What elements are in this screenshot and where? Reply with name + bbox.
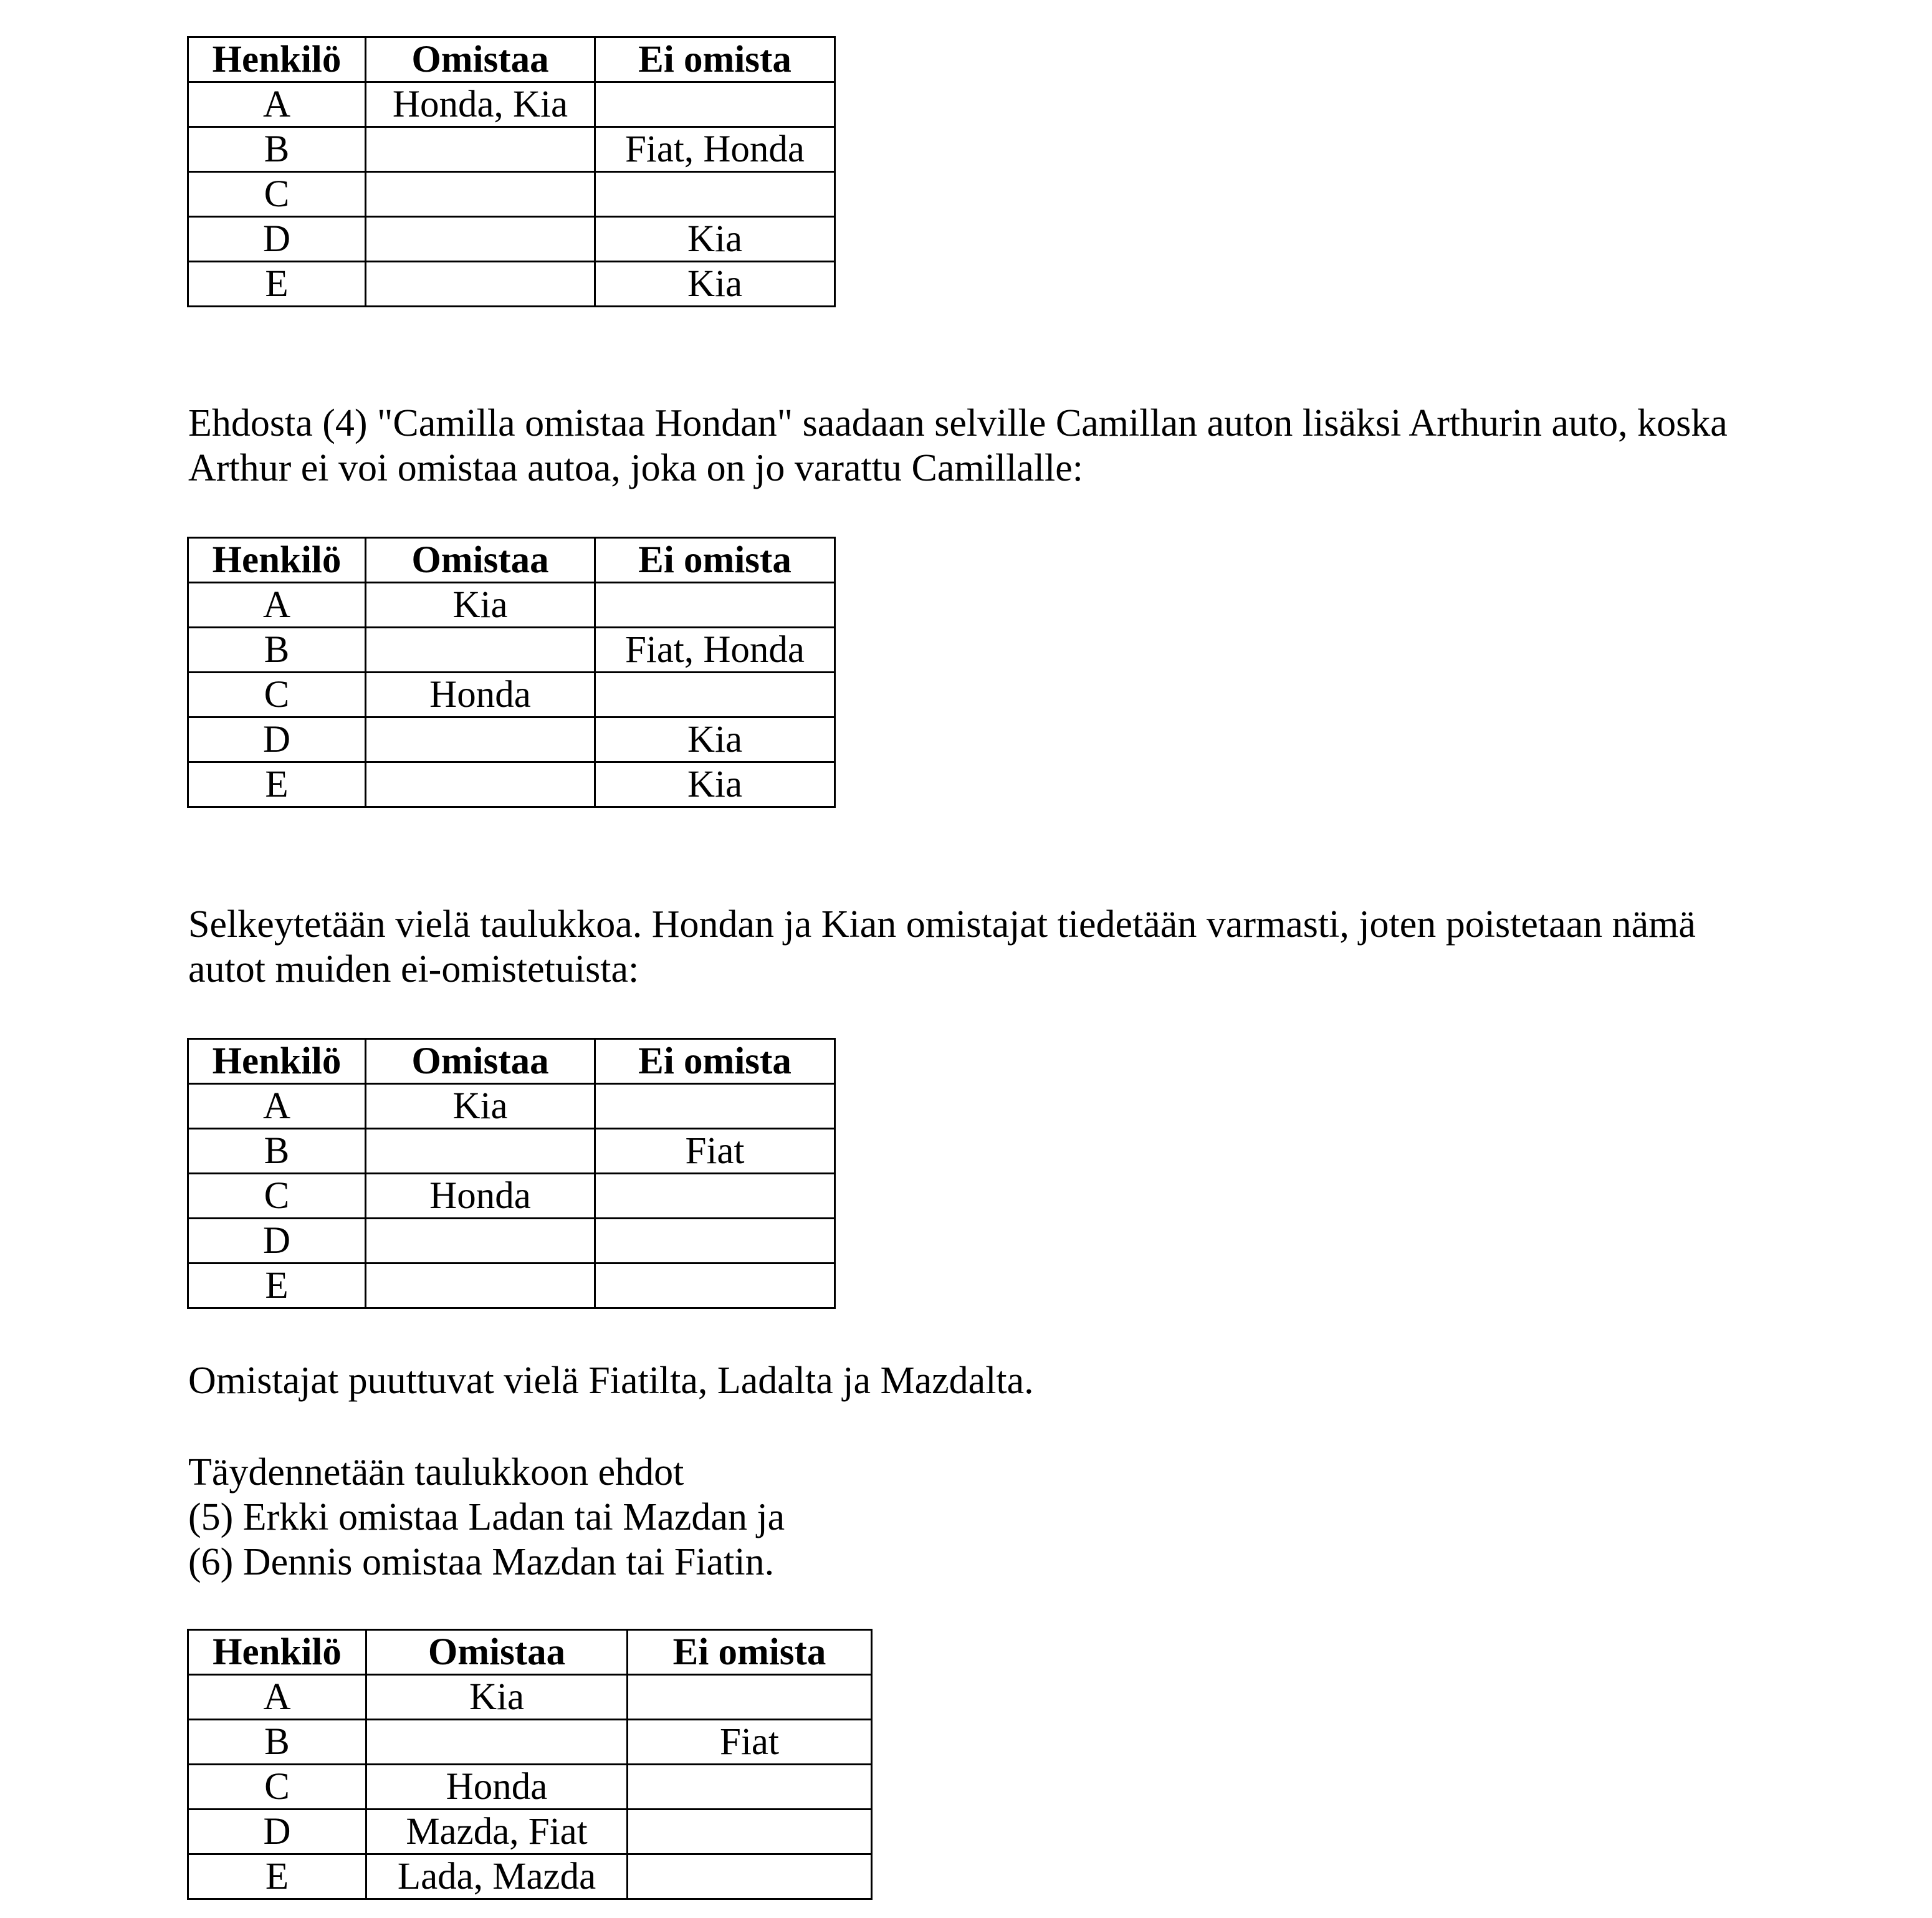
table-row bbox=[188, 1263, 835, 1308]
table-row bbox=[188, 1720, 872, 1765]
table-header-row bbox=[188, 1039, 835, 1084]
missing-owners-paragraph bbox=[188, 1358, 1034, 1403]
cell-owns bbox=[366, 127, 595, 172]
cell-owns: Kia bbox=[366, 583, 595, 628]
cell-person: A bbox=[188, 1084, 366, 1129]
cell-owns bbox=[366, 217, 595, 262]
table-row bbox=[188, 262, 835, 307]
table-row bbox=[188, 628, 835, 673]
table-row bbox=[188, 762, 835, 807]
paragraph-line: Täydennetään taulukkoon ehdot bbox=[188, 1451, 684, 1494]
cell-not-owns bbox=[628, 1765, 872, 1810]
cell-person: B bbox=[188, 1129, 366, 1174]
cell-not-owns bbox=[628, 1854, 872, 1899]
cell-not-owns bbox=[628, 1810, 872, 1854]
cell-person: E bbox=[188, 1854, 366, 1899]
cell-not-owns: Kia bbox=[595, 717, 835, 762]
table-row bbox=[188, 217, 835, 262]
cell-not-owns: Kia bbox=[595, 217, 835, 262]
cell-person: D bbox=[188, 717, 366, 762]
ownership-table-3 bbox=[187, 1038, 836, 1309]
header-owns: Omistaa bbox=[366, 1039, 595, 1084]
cell-person: A bbox=[188, 82, 366, 127]
cell-person: D bbox=[188, 1810, 366, 1854]
cell-owns bbox=[366, 762, 595, 807]
cell-owns: Kia bbox=[366, 1675, 628, 1720]
table-header-row bbox=[188, 1630, 872, 1675]
cell-owns bbox=[366, 262, 595, 307]
table-row bbox=[188, 1810, 872, 1854]
cell-owns: Mazda, Fiat bbox=[366, 1810, 628, 1854]
table-row bbox=[188, 1675, 872, 1720]
cell-owns: Honda, Kia bbox=[366, 82, 595, 127]
table-row bbox=[188, 1765, 872, 1810]
ownership-table-1 bbox=[187, 36, 836, 307]
cell-not-owns: Fiat, Honda bbox=[595, 628, 835, 673]
cell-not-owns: Kia bbox=[595, 262, 835, 307]
header-owns: Omistaa bbox=[366, 37, 595, 82]
header-not-owns: Ei omista bbox=[595, 538, 835, 583]
cell-owns bbox=[366, 1263, 595, 1308]
cell-person: C bbox=[188, 673, 366, 717]
cell-owns bbox=[366, 1720, 628, 1765]
cell-owns bbox=[366, 717, 595, 762]
cell-not-owns: Fiat, Honda bbox=[595, 127, 835, 172]
cell-not-owns: Fiat bbox=[595, 1129, 835, 1174]
paragraph-line: Omistajat puuttuvat vielä Fiatilta, Ladalta ja Mazdalta. bbox=[188, 1359, 1034, 1402]
cell-not-owns: Fiat bbox=[628, 1720, 872, 1765]
header-owns: Omistaa bbox=[366, 1630, 628, 1675]
conditions-paragraph bbox=[188, 1450, 785, 1585]
table-row bbox=[188, 717, 835, 762]
paragraph-line: Selkeytetään vielä taulukkoa. Hondan ja Kian omistajat tiedetään varmasti, joten poistetaan nämä bbox=[188, 903, 1696, 946]
cell-person: C bbox=[188, 1174, 366, 1219]
cell-not-owns bbox=[595, 1219, 835, 1263]
table-row bbox=[188, 82, 835, 127]
cell-owns: Honda bbox=[366, 1174, 595, 1219]
condition-5-line: (5) Erkki omistaa Ladan tai Mazdan ja bbox=[188, 1496, 785, 1538]
header-person: Henkilö bbox=[188, 538, 366, 583]
paragraph-line: autot muiden ei-omistetuista: bbox=[188, 948, 639, 990]
cell-person: A bbox=[188, 583, 366, 628]
cell-owns: Honda bbox=[366, 673, 595, 717]
cell-owns bbox=[366, 1129, 595, 1174]
cell-person: E bbox=[188, 1263, 366, 1308]
table-row bbox=[188, 127, 835, 172]
table-row bbox=[188, 1084, 835, 1129]
cell-person: D bbox=[188, 217, 366, 262]
explanation-paragraph-2 bbox=[188, 902, 1696, 992]
table-row bbox=[188, 1854, 872, 1899]
table-row bbox=[188, 1174, 835, 1219]
cell-person: C bbox=[188, 172, 366, 217]
explanation-paragraph-1 bbox=[188, 401, 1728, 491]
header-not-owns: Ei omista bbox=[595, 1039, 835, 1084]
cell-person: B bbox=[188, 1720, 366, 1765]
cell-not-owns bbox=[595, 1263, 835, 1308]
cell-not-owns bbox=[595, 583, 835, 628]
cell-person: D bbox=[188, 1219, 366, 1263]
header-not-owns: Ei omista bbox=[595, 37, 835, 82]
cell-owns: Kia bbox=[366, 1084, 595, 1129]
header-not-owns: Ei omista bbox=[628, 1630, 872, 1675]
cell-not-owns bbox=[595, 1084, 835, 1129]
header-person: Henkilö bbox=[188, 1630, 366, 1675]
cell-not-owns bbox=[595, 172, 835, 217]
cell-not-owns bbox=[628, 1675, 872, 1720]
header-person: Henkilö bbox=[188, 37, 366, 82]
cell-person: C bbox=[188, 1765, 366, 1810]
cell-person: B bbox=[188, 127, 366, 172]
cell-not-owns bbox=[595, 673, 835, 717]
ownership-table-4 bbox=[187, 1629, 873, 1900]
cell-owns bbox=[366, 628, 595, 673]
condition-6-line: (6) Dennis omistaa Mazdan tai Fiatin. bbox=[188, 1541, 775, 1583]
table-row bbox=[188, 1219, 835, 1263]
cell-person: A bbox=[188, 1675, 366, 1720]
cell-owns: Honda bbox=[366, 1765, 628, 1810]
paragraph-line: Arthur ei voi omistaa autoa, joka on jo varattu Camillalle: bbox=[188, 447, 1083, 489]
ownership-table-2 bbox=[187, 537, 836, 808]
cell-not-owns: Kia bbox=[595, 762, 835, 807]
cell-person: E bbox=[188, 262, 366, 307]
paragraph-line: Ehdosta (4) "Camilla omistaa Hondan" saadaan selville Camillan auton lisäksi Arthurin auto, koska bbox=[188, 402, 1728, 444]
table-header-row bbox=[188, 37, 835, 82]
table-row bbox=[188, 673, 835, 717]
table-row bbox=[188, 583, 835, 628]
cell-owns bbox=[366, 1219, 595, 1263]
cell-not-owns bbox=[595, 82, 835, 127]
table-header-row bbox=[188, 538, 835, 583]
cell-owns bbox=[366, 172, 595, 217]
table-row bbox=[188, 1129, 835, 1174]
header-owns: Omistaa bbox=[366, 538, 595, 583]
cell-person: B bbox=[188, 628, 366, 673]
cell-not-owns bbox=[595, 1174, 835, 1219]
cell-owns: Lada, Mazda bbox=[366, 1854, 628, 1899]
cell-person: E bbox=[188, 762, 366, 807]
header-person: Henkilö bbox=[188, 1039, 366, 1084]
table-row bbox=[188, 172, 835, 217]
